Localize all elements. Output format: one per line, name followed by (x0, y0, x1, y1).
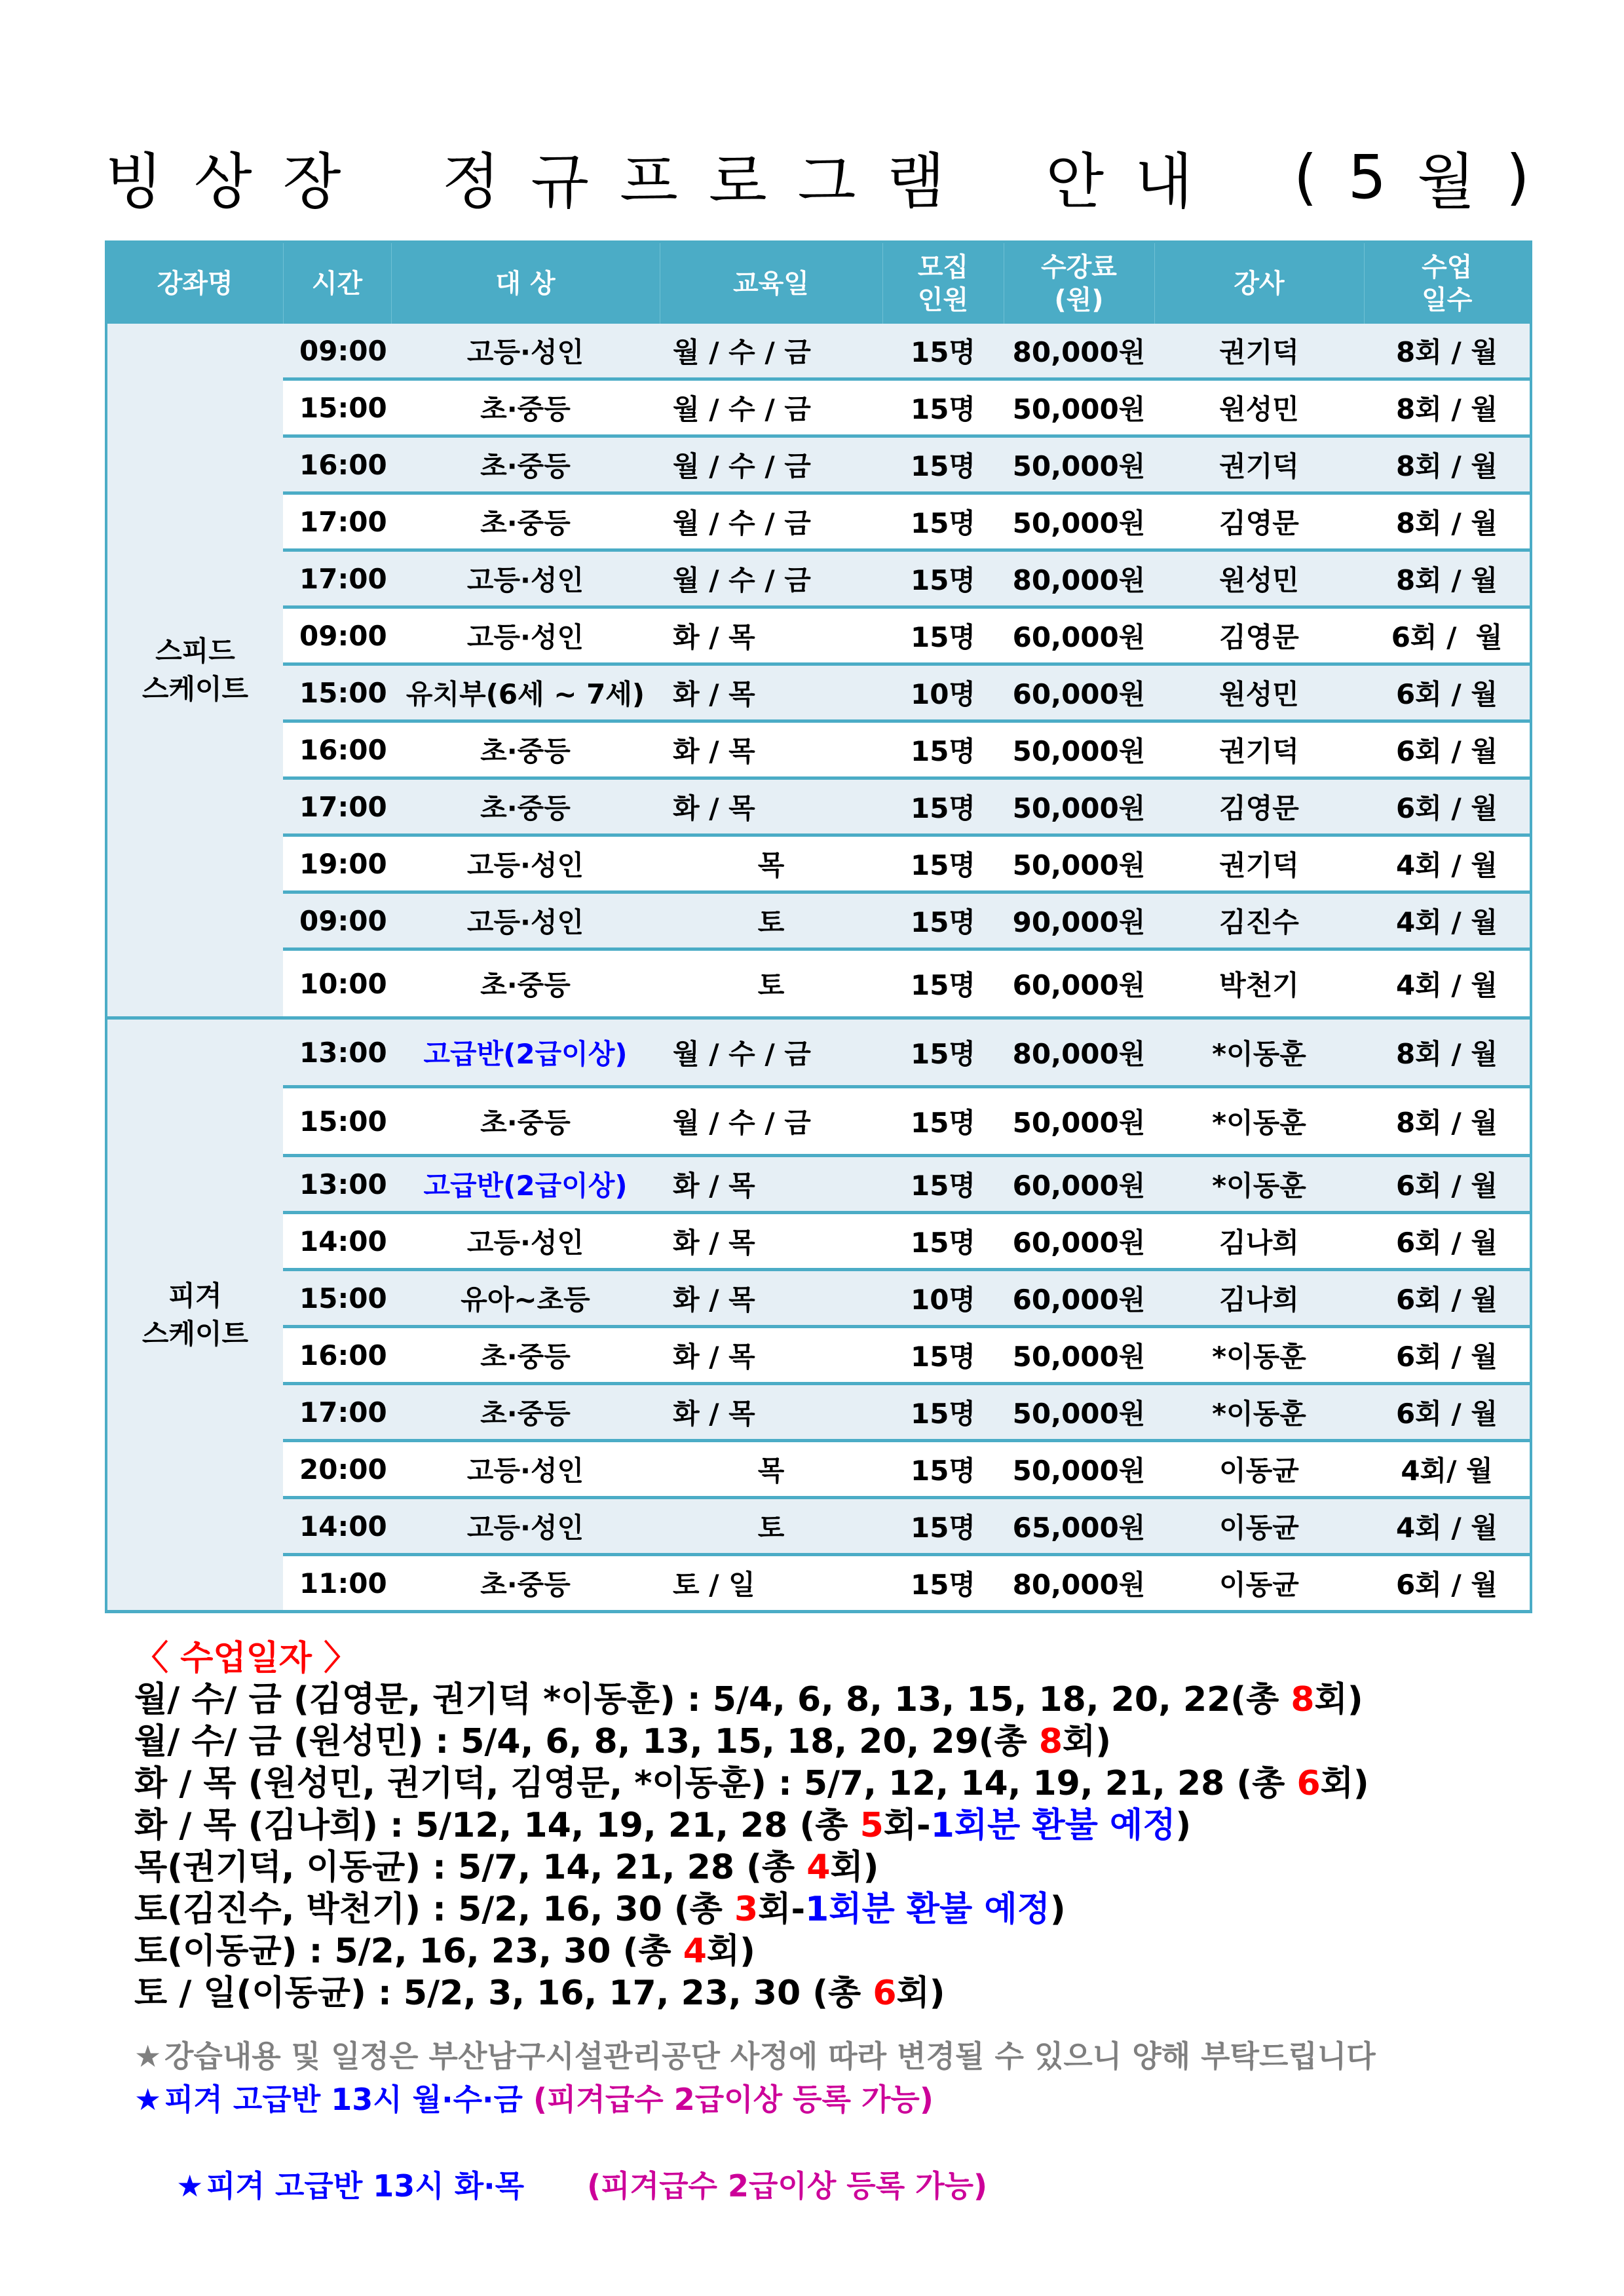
cell-target: 유치부(6세 ~ 7세) (391, 664, 660, 721)
cell-sessions: 4회 / 월 (1364, 1498, 1531, 1555)
cell-target: 초·중등 (391, 1384, 660, 1441)
class-date-line: 목(권기덕, 이동균) : 5/7, 14, 21, 28 (총 4회) (134, 1848, 879, 1887)
class-dates-heading: 〈 수업일자 〉 (134, 1639, 358, 1678)
table-row (106, 1213, 1531, 1270)
cell-target: 고등·성인 (391, 324, 660, 379)
table-row (106, 664, 1531, 721)
cell-sessions: 6회 / 월 (1364, 607, 1531, 664)
cell-target: 고급반(2급이상) (391, 1156, 660, 1213)
cell-target: 고등·성인 (391, 1441, 660, 1498)
cell-sessions: 8회 / 월 (1364, 1087, 1531, 1156)
header-fee: 수강료 (원) (1004, 242, 1154, 324)
cell-days: 월 / 수 / 금 (660, 379, 882, 436)
cell-sessions: 6회 / 월 (1364, 664, 1531, 721)
cell-time: 16:00 (283, 1327, 391, 1384)
cell-time: 14:00 (283, 1498, 391, 1555)
cell-days: 월 / 수 / 금 (660, 1018, 882, 1087)
cell-fee: 80,000원 (1004, 1555, 1154, 1612)
cell-sessions: 4회 / 월 (1364, 835, 1531, 892)
cell-instructor: 권기덕 (1154, 324, 1364, 379)
cell-instructor: 김진수 (1154, 892, 1364, 949)
header-sessions: 수업 일수 (1364, 242, 1531, 324)
cell-instructor: *이동훈 (1154, 1018, 1364, 1087)
cell-instructor: 김나희 (1154, 1213, 1364, 1270)
cell-days: 화 / 목 (660, 1270, 882, 1327)
table-row (106, 1384, 1531, 1441)
cell-time: 16:00 (283, 436, 391, 493)
cell-capacity: 15명 (882, 1441, 1004, 1498)
cell-fee: 60,000원 (1004, 1270, 1154, 1327)
cell-instructor: *이동훈 (1154, 1156, 1364, 1213)
cell-instructor: *이동훈 (1154, 1327, 1364, 1384)
cell-sessions: 8회 / 월 (1364, 1018, 1531, 1087)
cell-fee: 50,000원 (1004, 1327, 1154, 1384)
cell-instructor: *이동훈 (1154, 1384, 1364, 1441)
cell-fee: 65,000원 (1004, 1498, 1154, 1555)
cell-fee: 50,000원 (1004, 1087, 1154, 1156)
cell-time: 17:00 (283, 778, 391, 835)
cell-capacity: 15명 (882, 892, 1004, 949)
cell-capacity: 15명 (882, 1156, 1004, 1213)
cell-fee: 60,000원 (1004, 1213, 1154, 1270)
class-date-line: 토(이동균) : 5/2, 16, 23, 30 (총 4회) (134, 1932, 755, 1971)
page-title (105, 141, 1530, 217)
cell-time: 13:00 (283, 1156, 391, 1213)
table-row (106, 1018, 1531, 1087)
cell-sessions: 8회 / 월 (1364, 493, 1531, 550)
class-dates-section (134, 1638, 1543, 2014)
cell-instructor: 원성민 (1154, 550, 1364, 607)
cell-sessions: 4회/ 월 (1364, 1441, 1531, 1498)
cell-time: 13:00 (283, 1018, 391, 1087)
cell-instructor: 권기덕 (1154, 835, 1364, 892)
class-date-line: 화 / 목 (원성민, 권기덕, 김영문, *이동훈) : 5/7, 12, 14, 19, 21, 28 (총 6회) (134, 1764, 1369, 1803)
title-char: ) (1505, 142, 1530, 212)
cell-capacity: 15명 (882, 1018, 1004, 1087)
table-row (106, 1327, 1531, 1384)
cell-time: 15:00 (283, 1270, 391, 1327)
cell-capacity: 15명 (882, 550, 1004, 607)
cell-instructor: 원성민 (1154, 664, 1364, 721)
cell-capacity: 15명 (882, 778, 1004, 835)
cell-days: 목 (660, 1441, 882, 1498)
cell-days: 목 (660, 835, 882, 892)
table-row (106, 324, 1531, 379)
cell-instructor: 이동균 (1154, 1498, 1364, 1555)
cell-days: 토 (660, 1498, 882, 1555)
cell-sessions: 6회 / 월 (1364, 778, 1531, 835)
table-row (106, 1270, 1531, 1327)
class-date-line: 월/ 수/ 금 (원성민) : 5/4, 6, 8, 13, 15, 18, 20, 29(총 8회) (134, 1722, 1112, 1761)
cell-target: 고급반(2급이상) (391, 1018, 660, 1087)
cell-fee: 60,000원 (1004, 607, 1154, 664)
cell-days: 토 / 일 (660, 1555, 882, 1612)
title-char: 5 (1348, 142, 1387, 212)
cell-time: 17:00 (283, 1384, 391, 1441)
cell-sessions: 6회 / 월 (1364, 1384, 1531, 1441)
cell-days: 월 / 수 / 금 (660, 550, 882, 607)
cell-time: 09:00 (283, 892, 391, 949)
cell-sessions: 6회 / 월 (1364, 1213, 1531, 1270)
cell-sessions: 4회 / 월 (1364, 949, 1531, 1018)
cell-sessions: 8회 / 월 (1364, 324, 1531, 379)
cell-days: 월 / 수 / 금 (660, 436, 882, 493)
cell-instructor: 김영문 (1154, 607, 1364, 664)
cell-days: 월 / 수 / 금 (660, 493, 882, 550)
cell-days: 토 (660, 892, 882, 949)
cell-fee: 50,000원 (1004, 379, 1154, 436)
title-char: 내 (1135, 147, 1193, 217)
cell-target: 고등·성인 (391, 607, 660, 664)
cell-instructor: 김영문 (1154, 493, 1364, 550)
cell-instructor: 이동균 (1154, 1441, 1364, 1498)
cell-target: 초·중등 (391, 721, 660, 778)
star-icon: ★ (176, 2168, 204, 2204)
cell-fee: 50,000원 (1004, 721, 1154, 778)
cell-target: 초·중등 (391, 949, 660, 1018)
schedule-table (105, 240, 1532, 1613)
title-char: 장 (282, 147, 341, 217)
cell-time: 15:00 (283, 664, 391, 721)
title-char: 프 (620, 147, 678, 217)
cell-fee: 60,000원 (1004, 1156, 1154, 1213)
notice-line: ★ 강습내용 및 일정은 부산남구시설관리공단 사정에 따라 변경될 수 있으니 양해 부탁드립니다 (134, 2035, 1543, 2078)
header-capacity: 모집 인원 (882, 242, 1004, 324)
cell-instructor: 권기덕 (1154, 721, 1364, 778)
cell-days: 화 / 목 (660, 1213, 882, 1270)
title-char: 그 (797, 147, 856, 217)
cell-time: 14:00 (283, 1213, 391, 1270)
cell-target: 고등·성인 (391, 892, 660, 949)
cell-sessions: 8회 / 월 (1364, 436, 1531, 493)
cell-days: 토 (660, 949, 882, 1018)
class-date-line: 화 / 목 (김나희) : 5/12, 14, 19, 21, 28 (총 5회-1회분 환불 예정) (134, 1806, 1192, 1845)
cell-capacity: 15명 (882, 835, 1004, 892)
cell-fee: 60,000원 (1004, 949, 1154, 1018)
cell-sessions: 4회 / 월 (1364, 892, 1531, 949)
star-icon: ★ (134, 2038, 162, 2074)
cell-capacity: 15명 (882, 1213, 1004, 1270)
table-row (106, 721, 1531, 778)
cell-target: 초·중등 (391, 1555, 660, 1612)
cell-target: 초·중등 (391, 493, 660, 550)
cell-instructor: 박천기 (1154, 949, 1364, 1018)
cell-fee: 50,000원 (1004, 778, 1154, 835)
title-char: 로 (708, 147, 767, 217)
cell-fee: 50,000원 (1004, 1441, 1154, 1498)
title-char: 빙 (105, 147, 163, 217)
cell-sessions: 6회 / 월 (1364, 721, 1531, 778)
cell-target: 초·중등 (391, 379, 660, 436)
cell-instructor: 이동균 (1154, 1555, 1364, 1612)
advanced-note-line: ★ 피겨 고급반 13시 월·수·금 (피겨급수 2급이상 등록 가능) (134, 2078, 1543, 2121)
table-row (106, 493, 1531, 550)
cell-capacity: 15명 (882, 436, 1004, 493)
course-name: 피겨 스케이트 (106, 1018, 283, 1612)
cell-sessions: 8회 / 월 (1364, 379, 1531, 436)
table-row (106, 1555, 1531, 1612)
cell-capacity: 10명 (882, 664, 1004, 721)
cell-time: 10:00 (283, 949, 391, 1018)
cell-target: 고등·성인 (391, 1213, 660, 1270)
cell-fee: 80,000원 (1004, 550, 1154, 607)
cell-instructor: *이동훈 (1154, 1087, 1364, 1156)
header-instructor: 강사 (1154, 242, 1364, 324)
table-header-row (106, 242, 1531, 324)
cell-days: 화 / 목 (660, 778, 882, 835)
cell-time: 09:00 (283, 607, 391, 664)
cell-target: 고등·성인 (391, 550, 660, 607)
cell-target: 초·중등 (391, 1327, 660, 1384)
cell-instructor: 김영문 (1154, 778, 1364, 835)
cell-days: 월 / 수 / 금 (660, 324, 882, 379)
cell-time: 11:00 (283, 1555, 391, 1612)
cell-sessions: 6회 / 월 (1364, 1555, 1531, 1612)
cell-fee: 50,000원 (1004, 1384, 1154, 1441)
cell-capacity: 10명 (882, 1270, 1004, 1327)
cell-capacity: 15명 (882, 949, 1004, 1018)
cell-days: 화 / 목 (660, 664, 882, 721)
cell-instructor: 권기덕 (1154, 436, 1364, 493)
cell-time: 19:00 (283, 835, 391, 892)
table-row (106, 1087, 1531, 1156)
class-date-line: 월/ 수/ 금 (김영문, 권기덕 *이동훈) : 5/4, 6, 8, 13, 15, 18, 20, 22(총 8회) (134, 1680, 1363, 1719)
class-date-line: 토 / 일(이동균) : 5/2, 3, 16, 17, 23, 30 (총 6회) (134, 1974, 945, 2013)
cell-capacity: 15명 (882, 324, 1004, 379)
header-days: 교육일 (660, 242, 882, 324)
table-row (106, 778, 1531, 835)
cell-instructor: 김나희 (1154, 1270, 1364, 1327)
cell-fee: 60,000원 (1004, 664, 1154, 721)
table-row (106, 1498, 1531, 1555)
cell-time: 15:00 (283, 379, 391, 436)
cell-target: 고등·성인 (391, 1498, 660, 1555)
cell-capacity: 15명 (882, 721, 1004, 778)
cell-capacity: 15명 (882, 1327, 1004, 1384)
cell-target: 초·중등 (391, 1087, 660, 1156)
title-char: 규 (531, 147, 590, 217)
table-row (106, 436, 1531, 493)
advanced-note-line: ★ 피겨 고급반 13시 화·목 (피겨급수 2급이상 등록 가능) (134, 2121, 1543, 2251)
table-row (106, 607, 1531, 664)
title-char: 상 (193, 147, 252, 217)
footer-notes (134, 2035, 1543, 2251)
cell-days: 월 / 수 / 금 (660, 1087, 882, 1156)
cell-time: 20:00 (283, 1441, 391, 1498)
cell-time: 15:00 (283, 1087, 391, 1156)
header-course: 강좌명 (106, 242, 283, 324)
header-time: 시간 (283, 242, 391, 324)
cell-fee: 80,000원 (1004, 324, 1154, 379)
title-char: 월 (1417, 147, 1475, 217)
table-row (106, 1441, 1531, 1498)
table-row (106, 550, 1531, 607)
cell-target: 고등·성인 (391, 835, 660, 892)
table-row (106, 835, 1531, 892)
cell-capacity: 15명 (882, 1555, 1004, 1612)
header-target: 대 상 (391, 242, 660, 324)
cell-time: 17:00 (283, 550, 391, 607)
cell-fee: 80,000원 (1004, 1018, 1154, 1087)
cell-fee: 90,000원 (1004, 892, 1154, 949)
cell-sessions: 6회 / 월 (1364, 1270, 1531, 1327)
class-date-line: 토(김진수, 박천기) : 5/2, 16, 30 (총 3회-1회분 환불 예정) (134, 1890, 1066, 1929)
cell-fee: 50,000원 (1004, 436, 1154, 493)
cell-sessions: 6회 / 월 (1364, 1156, 1531, 1213)
course-name: 스피드 스케이트 (106, 324, 283, 1018)
cell-days: 화 / 목 (660, 1156, 882, 1213)
cell-target: 초·중등 (391, 778, 660, 835)
title-char: ( (1293, 142, 1317, 212)
cell-sessions: 8회 / 월 (1364, 550, 1531, 607)
cell-target: 유아~초등 (391, 1270, 660, 1327)
cell-sessions: 6회 / 월 (1364, 1327, 1531, 1384)
table-row (106, 1156, 1531, 1213)
cell-time: 16:00 (283, 721, 391, 778)
cell-fee: 50,000원 (1004, 835, 1154, 892)
cell-time: 09:00 (283, 324, 391, 379)
cell-days: 화 / 목 (660, 1327, 882, 1384)
cell-days: 화 / 목 (660, 721, 882, 778)
star-icon: ★ (134, 2082, 162, 2117)
cell-fee: 50,000원 (1004, 493, 1154, 550)
cell-target: 초·중등 (391, 436, 660, 493)
cell-capacity: 15명 (882, 379, 1004, 436)
cell-capacity: 15명 (882, 1498, 1004, 1555)
cell-days: 화 / 목 (660, 1384, 882, 1441)
title-char: 안 (1046, 147, 1105, 217)
cell-capacity: 15명 (882, 1384, 1004, 1441)
table-row (106, 379, 1531, 436)
cell-capacity: 15명 (882, 1087, 1004, 1156)
table-row (106, 892, 1531, 949)
cell-days: 화 / 목 (660, 607, 882, 664)
cell-capacity: 15명 (882, 607, 1004, 664)
title-char: 정 (442, 147, 500, 217)
cell-capacity: 15명 (882, 493, 1004, 550)
cell-time: 17:00 (283, 493, 391, 550)
cell-instructor: 원성민 (1154, 379, 1364, 436)
table-row (106, 949, 1531, 1018)
title-char: 램 (886, 147, 945, 217)
